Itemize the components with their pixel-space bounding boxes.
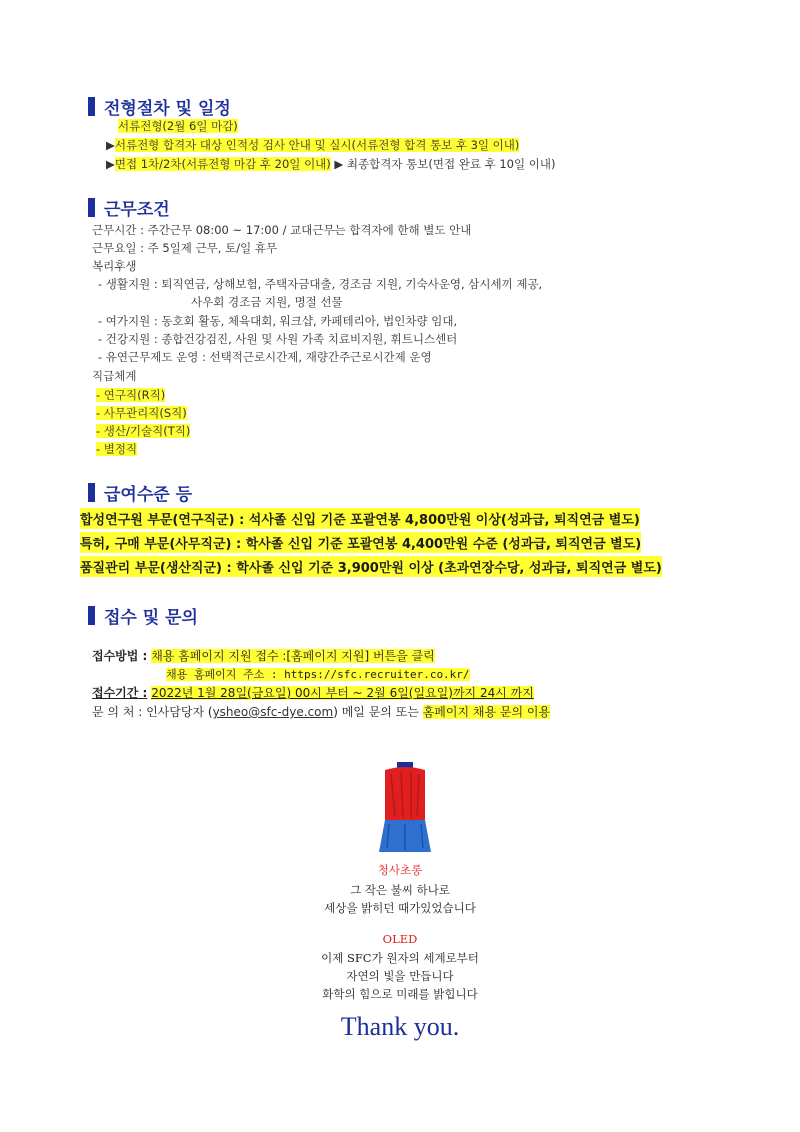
process-step-2: ▶서류전형 합격자 대상 인적성 검사 안내 및 실시(서류전형 합격 통보 후 3일 이내) <box>106 138 520 152</box>
welfare-label: 복리후생 <box>92 259 137 273</box>
section-marker <box>88 198 95 217</box>
salary-row-production: 품질관리 부문(생산직군) : 학사졸 신입 기준 3,900만원 이상 (초과연장수당, 성과급, 퇴직연금 별도) <box>80 556 662 577</box>
apply-method: 접수방법 : 채용 홈페이지 지원 접수 :[홈페이지 지원] 버튼을 클릭 <box>92 649 435 663</box>
salary-row-office: 특허, 구매 부문(사무직군) : 학사졸 신입 기준 포괄연봉 4,400만원 수준 (성과급, 퇴직연금 별도) <box>80 532 641 553</box>
process-step-3: ▶면접 1차/2차(서류전형 마감 후 20일 이내) ▶ 최종합격자 통보(면접 완료 후 10일 이내) <box>106 157 556 171</box>
apply-period: 접수기간 : 2022년 1월 28일(금요일) 00시 부터 ~ 2월 6일(일요일)까지 24시 까지 <box>92 686 534 700</box>
grade-item: - 사무관리직(S직) <box>96 406 187 420</box>
process-step-1: 서류전형(2월 6일 마감) <box>118 119 238 133</box>
section-marker <box>88 97 95 116</box>
closing-line: 그 작은 불씨 하나로 <box>350 883 450 897</box>
welfare-life-cont: 사우회 경조금 지원, 명절 선물 <box>191 295 343 309</box>
grade-item: - 생산/기술직(T직) <box>96 424 191 438</box>
welfare-life: - 생활지원 : 퇴직연금, 상해보험, 주택자금대출, 경조금 지원, 기숙사운영, 삼시세끼 제공, <box>98 277 543 291</box>
apply-homepage: 채용 홈페이지 주소 : https://sfc.recruiter.co.kr/ <box>166 668 470 681</box>
section-title-conditions: 근무조건 <box>88 195 170 220</box>
thank-you-text: Thank you. <box>340 1012 460 1041</box>
welfare-flex: - 유연근무제도 운영 : 선택적근로시간제, 재량간주근로시간제 운영 <box>98 350 432 364</box>
work-hours: 근무시간 : 주간근무 08:00 ~ 17:00 / 교대근무는 합격자에 한해 별도 안내 <box>92 223 472 237</box>
grade-item: - 연구직(R직) <box>96 388 166 402</box>
salary-row-research: 합성연구원 부문(연구직군) : 석사졸 신입 기준 포괄연봉 4,800만원 이상(성과급, 퇴직연금 별도) <box>80 508 640 529</box>
closing-line: 이제 SFC가 원자의 세계로부터 <box>321 951 479 965</box>
closing-heading-lantern: 청사초롱 <box>377 863 423 877</box>
apply-contact: 문 의 처 : 인사담당자 (ysheo@sfc-dye.com) 메일 문의 또는 홈페이지 채용 문의 이용 <box>92 705 551 719</box>
lantern-icon <box>375 762 435 854</box>
closing-line: 세상을 밝히던 때가있었습니다 <box>324 901 476 915</box>
grade-item: - 별정직 <box>96 442 138 456</box>
contact-email-link[interactable]: ysheo@sfc-dye.com <box>212 705 334 719</box>
section-title-salary: 급여수준 등 <box>88 480 192 505</box>
section-title-apply: 접수 및 문의 <box>88 603 198 628</box>
welfare-health: - 건강지원 : 종합건강검진, 사원 및 사원 가족 치료비지원, 휘트니스센터 <box>98 332 458 346</box>
grade-label: 직급체계 <box>92 369 137 383</box>
closing-line: 화학의 힘으로 미래를 밝힙니다 <box>322 987 478 1001</box>
section-marker <box>88 606 95 625</box>
closing-heading-oled: OLED <box>382 932 418 946</box>
section-title-process: 전형절차 및 일정 <box>88 94 231 119</box>
welfare-leisure: - 여가지원 : 동호회 활동, 체육대회, 워크샵, 카페테리아, 법인차량 임대, <box>98 314 458 328</box>
closing-line: 자연의 빛을 만듭니다 <box>346 969 454 983</box>
work-days: 근무요일 : 주 5일제 근무, 토/일 휴무 <box>92 241 278 255</box>
section-marker <box>88 483 95 502</box>
